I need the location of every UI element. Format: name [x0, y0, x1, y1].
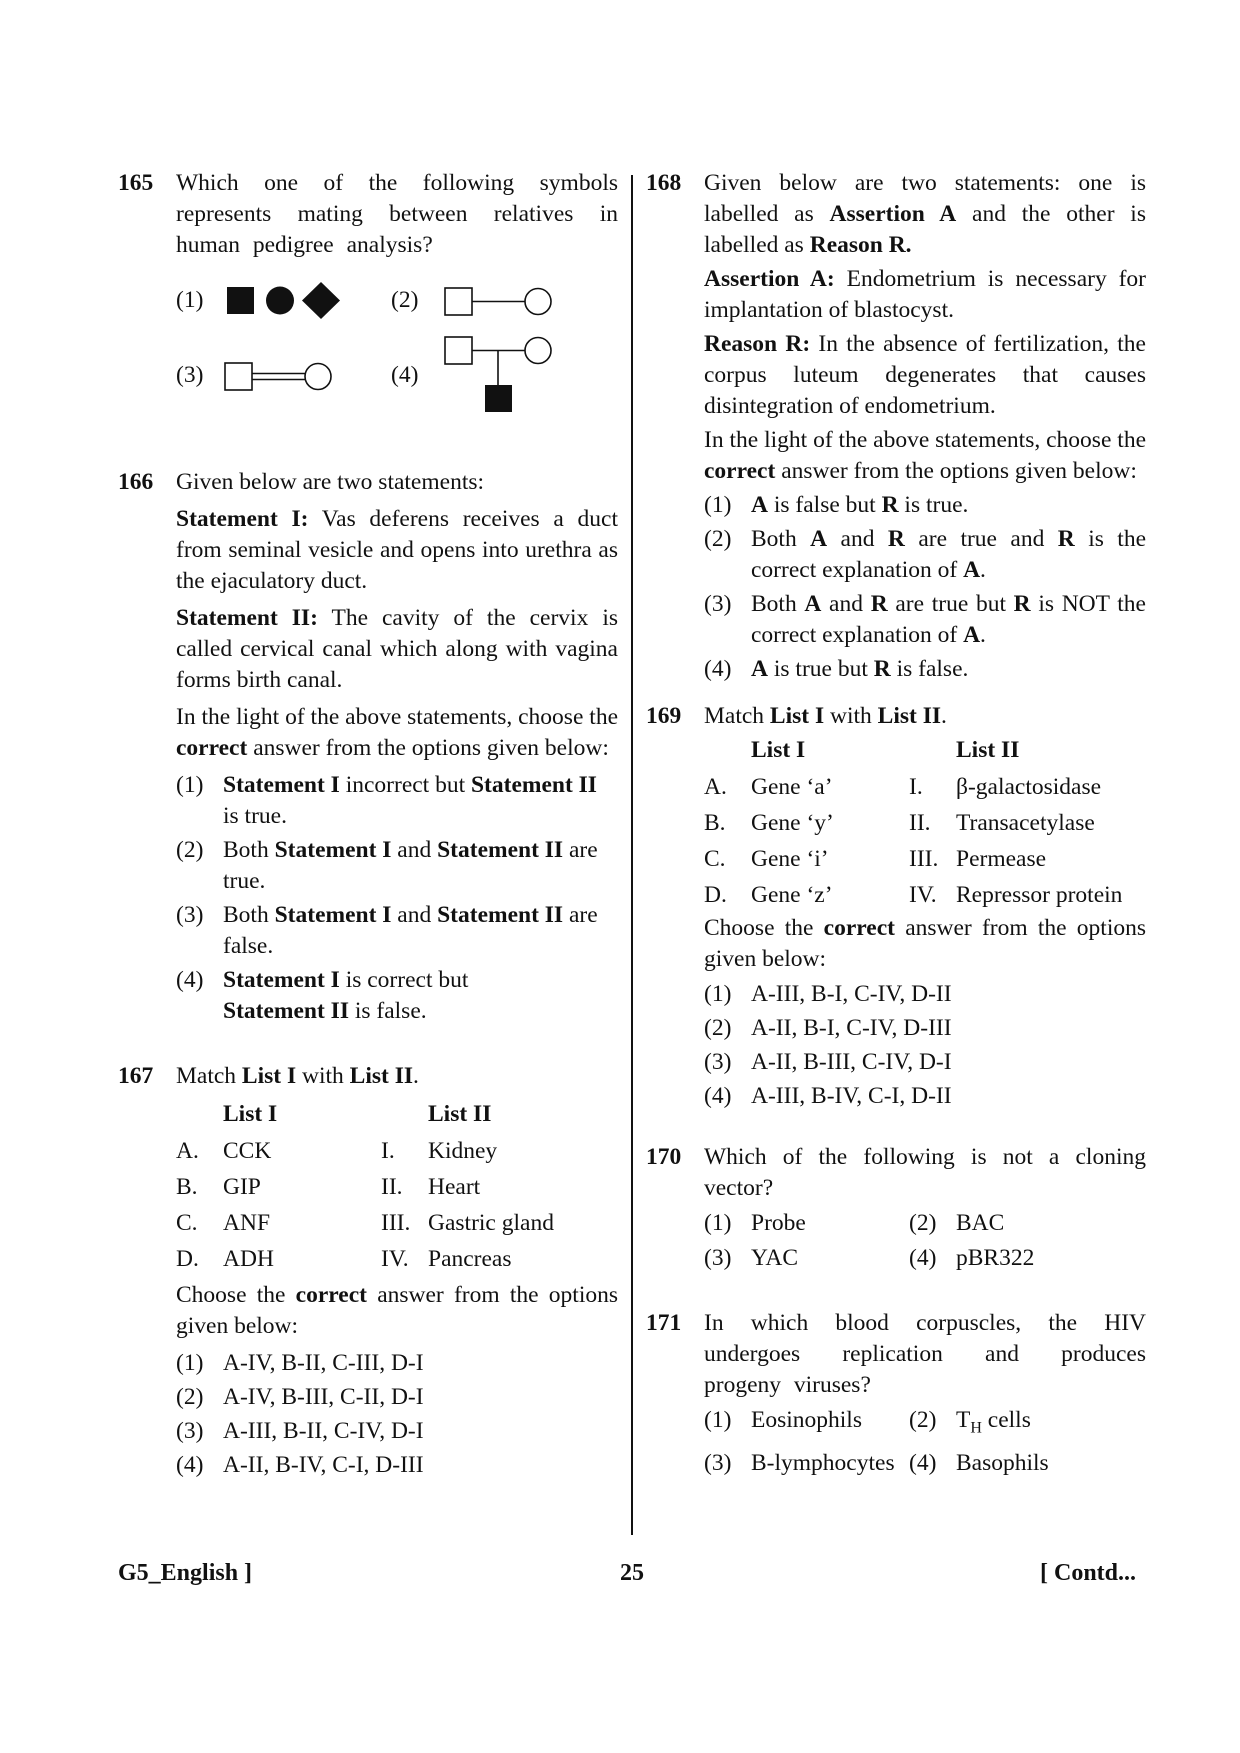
option-2[interactable]: (2) BAC — [909, 1210, 1005, 1236]
question-number: 167 — [118, 1063, 154, 1089]
match-row: D. ADH IV. Pancreas — [176, 1246, 512, 1272]
pedigree-symbols-affected-icon — [223, 280, 363, 320]
question-intro: Given below are two statements: one is labelled as Assertion A and the other is labelled as Reason R. — [704, 170, 1146, 258]
question-number: 165 — [118, 170, 154, 196]
question-text: Match List I with List II. — [704, 703, 947, 729]
choose-instruction: Choose the correct answer from the options given below: — [176, 1282, 618, 1339]
pedigree-offspring-icon — [443, 335, 558, 415]
option-1[interactable]: (1) Probe — [704, 1210, 806, 1236]
match-row: C. ANF III. Gastric gland — [176, 1210, 554, 1236]
match-table-header: List I List II — [751, 737, 1020, 763]
options-grid — [704, 1405, 1146, 1479]
option-3[interactable]: (3) A-II, B-III, C-IV, D-I — [704, 1049, 952, 1075]
choose-instruction: In the light of the above statements, choose the correct answer from the options given below: — [176, 704, 618, 761]
reason: Reason R: In the absence of fertilization, the corpus luteum degenerates that causes disintegration of endometrium. — [704, 331, 1146, 419]
question-166 — [118, 467, 618, 1027]
question-167 — [118, 1061, 618, 1481]
footer-contd: [ Contd... — [1040, 1560, 1137, 1586]
pedigree-row-2 — [176, 335, 618, 415]
option-2[interactable]: (2) $T_H$ cells — [909, 1407, 1031, 1437]
option-3[interactable]: (3) Both Statement I and Statement II are false. — [176, 902, 598, 959]
question-number: 171 — [646, 1310, 682, 1336]
column-divider — [631, 175, 633, 1535]
option-3[interactable]: (3) YAC — [704, 1245, 799, 1271]
option-2[interactable]: (2) A-II, B-I, C-IV, D-III — [704, 1015, 952, 1041]
right-column — [646, 168, 1146, 1479]
match-row: B. Gene ‘y’ II. Transacetylase — [704, 810, 1095, 836]
question-intro: Given below are two statements: — [176, 469, 485, 495]
option-3[interactable]: (3) B-lymphocytes — [704, 1449, 895, 1476]
match-table — [704, 732, 1146, 913]
question-number: 169 — [646, 703, 682, 729]
match-row: C. Gene ‘i’ III. Permease — [704, 846, 1047, 872]
option-1[interactable]: (1) A is false but R is true. — [704, 492, 969, 518]
option-3[interactable]: (3) A-III, B-II, C-IV, D-I — [176, 1418, 424, 1444]
question-number: 170 — [646, 1144, 682, 1170]
pedigree-mating-icon — [443, 280, 558, 320]
left-column — [118, 168, 618, 1481]
pedigree-consanguineous-mating-icon — [223, 355, 338, 395]
match-row: D. Gene ‘z’ IV. Repressor protein — [704, 882, 1123, 908]
option-2[interactable]: (2) A-IV, B-III, C-II, D-I — [176, 1384, 424, 1410]
option-4[interactable]: (4) Basophils — [909, 1449, 1049, 1476]
option-1[interactable]: (1) A-IV, B-II, C-III, D-I — [176, 1350, 424, 1376]
question-168 — [646, 168, 1146, 685]
option-4[interactable]: (4) A-II, B-IV, C-I, D-III — [176, 1452, 424, 1478]
option-4[interactable]: (4) pBR322 — [909, 1245, 1035, 1271]
question-text: Which of the following is not a cloning vector? — [704, 1144, 1146, 1201]
choose-instruction: Choose the correct answer from the options given below: — [704, 915, 1146, 972]
statement-1: Statement I: Vas deferens receives a duct from seminal vesicle and opens into urethra as the ejaculatory duct. — [176, 506, 618, 594]
question-text: Which one of the following symbols represents mating between relatives in human pedigree analysis? — [176, 170, 618, 258]
match-table — [176, 1096, 618, 1277]
option-label: (2) — [391, 286, 419, 313]
option-1[interactable]: (1) Statement I incorrect but Statement II is true. — [176, 772, 597, 829]
option-label: (1) — [176, 286, 204, 313]
assertion: Assertion A: Endometrium is necessary for implantation of blastocyst. — [704, 266, 1147, 323]
question-169 — [646, 701, 1146, 1112]
options-grid — [704, 1208, 1146, 1274]
question-number: 168 — [646, 170, 682, 196]
match-row: A. CCK I. Kidney — [176, 1138, 498, 1164]
option-3[interactable]: (3) Both A and R are true but R is NOT the correct explanation of A. — [704, 591, 1146, 648]
option-1[interactable]: (1) Eosinophils — [704, 1407, 862, 1433]
question-171 — [646, 1308, 1146, 1479]
option-2[interactable]: (2) Both Statement I and Statement II are true. — [176, 837, 598, 894]
match-table-header: List I List II — [223, 1101, 492, 1127]
match-row: A. Gene ‘a’ I. β-galactosidase — [704, 774, 1102, 800]
match-row: B. GIP II. Heart — [176, 1174, 481, 1200]
question-165 — [118, 168, 618, 415]
pedigree-row-1 — [176, 275, 618, 325]
option-label: (4) — [391, 361, 419, 388]
option-1[interactable]: (1) A-III, B-I, C-IV, D-II — [704, 981, 952, 1007]
option-label: (3) — [176, 361, 204, 388]
option-2[interactable]: (2) Both A and R are true and R is the correct explanation of A. — [704, 526, 1147, 583]
page-number: 25 — [620, 1560, 644, 1586]
question-text: Match List I with List II. — [176, 1063, 419, 1089]
option-4[interactable]: (4) Statement I is correct but Statement II is false. — [176, 967, 469, 1024]
footer-code: G5_English ] — [118, 1560, 253, 1586]
question-text: In which blood corpuscles, the HIV undergoes replication and produces progeny viruses? — [704, 1310, 1146, 1398]
choose-instruction: In the light of the above statements, choose the correct answer from the options given below: — [704, 427, 1146, 484]
question-170 — [646, 1142, 1146, 1274]
option-4[interactable]: (4) A-III, B-IV, C-I, D-II — [704, 1083, 952, 1109]
statement-2: Statement II: The cavity of the cervix is called cervical canal which along with vagina forms birth canal. — [176, 605, 618, 693]
question-number: 166 — [118, 469, 154, 495]
option-4[interactable]: (4) A is true but R is false. — [704, 656, 969, 682]
